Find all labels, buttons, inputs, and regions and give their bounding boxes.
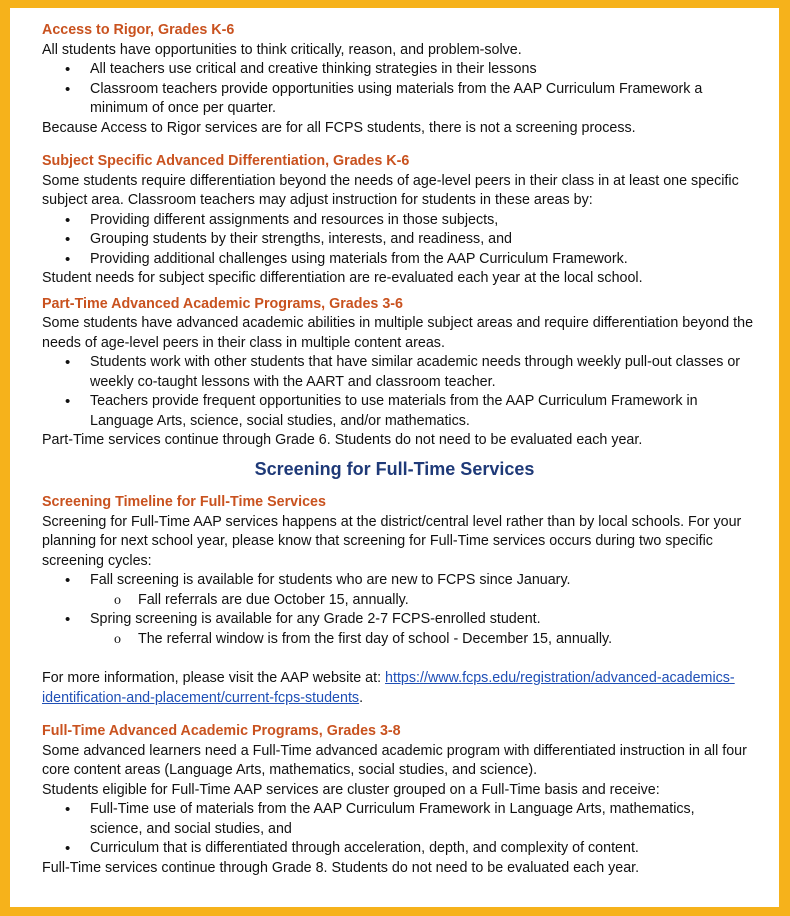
section-heading: Access to Rigor, Grades K-6 — [42, 22, 235, 38]
screening-title: Screening for Full-Time Services — [254, 458, 535, 479]
section-access-to-rigor — [42, 21, 779, 138]
fall-screening-text: Fall screening is available for students who are new to FCPS since January. — [90, 572, 571, 588]
bullet-list — [42, 800, 779, 859]
section-outro: Full-Time services continue through Grade 8. Students do not need to be evaluated each year. — [42, 859, 640, 876]
section-full-time — [42, 722, 779, 878]
section-intro: Some students require differentiation beyond the needs of age-level peers in their class in at least one specific subject area. Classroom teachers may adjust instruction for students in these areas by: — [42, 172, 739, 208]
list-item — [42, 610, 779, 649]
list-item: • Grouping students by their strengths, interests, and readiness, and — [42, 230, 779, 250]
list-item: • Teachers provide frequent opportunities to use materials from the AAP Curriculum Framework in Language Arts, science, social studies, and/or mathematics. — [42, 392, 779, 431]
sub-list-item: o The referral window is from the first day of school - December 15, annually. — [42, 630, 759, 650]
section-heading: Subject Specific Advanced Differentiation, Grades K-6 — [42, 153, 410, 169]
section-intro: All students have opportunities to think critically, reason, and problem-solve. — [42, 41, 522, 58]
section-outro: Student needs for subject specific differentiation are re-evaluated each year at the local school. — [42, 270, 643, 286]
section-heading: Part-Time Advanced Academic Programs, Grades 3-6 — [42, 295, 404, 312]
more-info-end: . — [359, 689, 364, 706]
bullet-list — [42, 353, 779, 431]
list-item: • All teachers use critical and creative thinking strategies in their lessons — [42, 60, 779, 80]
list-item: • Students work with other students that have similar academic needs through weekly pull-out classes or weekly co-taught lessons with the AART and classroom teacher. — [42, 353, 779, 392]
section-outro: Because Access to Rigor services are for all FCPS students, there is not a screening process. — [42, 119, 636, 136]
list-item — [42, 571, 779, 610]
section-screening-timeline — [42, 493, 779, 708]
document-page — [10, 8, 779, 907]
section-heading: Full-Time Advanced Academic Programs, Grades 3-8 — [42, 723, 401, 739]
section-intro: Some advanced learners need a Full-Time advanced academic program with differentiated instruction in all four core content areas (Language Arts, mathematics, social studies, and science). — [42, 742, 747, 778]
list-item: • Providing additional challenges using materials from the AAP Curriculum Framework. — [42, 250, 779, 270]
aap-website-link[interactable]: https://www.fcps.edu/registration/advanced-academics-identification-and-placement/current-fcps-students — [42, 670, 735, 706]
bullet-list — [42, 211, 779, 270]
section-intro: Some students have advanced academic abilities in multiple subject areas and require differentiation beyond the needs of age-level peers in their class in multiple content areas. — [42, 315, 754, 351]
more-info-paragraph — [42, 669, 779, 708]
list-item: • Classroom teachers provide opportunities using materials from the AAP Curriculum Framework a minimum of once per quarter. — [42, 80, 779, 119]
list-item: • Curriculum that is differentiated through acceleration, depth, and complexity of content. — [42, 839, 779, 859]
section-part-time — [42, 295, 779, 451]
section-intro: Screening for Full-Time AAP services happens at the district/central level rather than by local schools. For your planning for next school year, please know that screening for Full-Time services occurs during two specific screening cycles: — [42, 513, 742, 569]
section-subject-specific — [42, 152, 779, 289]
sub-list — [42, 591, 759, 611]
list-item: • Full-Time use of materials from the AAP Curriculum Framework in Language Arts, mathematics, science, and social studies, and — [42, 800, 779, 839]
spring-screening-text: Spring screening is available for any Grade 2-7 FCPS-enrolled student. — [90, 611, 541, 627]
section-heading: Screening Timeline for Full-Time Services — [42, 494, 326, 510]
section-intro-2: Students eligible for Full-Time AAP services are cluster grouped on a Full-Time basis and receive: — [42, 781, 660, 798]
bullet-list — [42, 571, 779, 649]
more-info-text: For more information, please visit the AAP website at: — [42, 670, 386, 686]
bullet-list — [42, 60, 779, 119]
sub-list — [42, 630, 759, 650]
list-item: • Providing different assignments and resources in those subjects, — [42, 211, 779, 231]
section-outro: Part-Time services continue through Grade 6. Students do not need to be evaluated each year. — [42, 432, 643, 448]
sub-list-item: o Fall referrals are due October 15, annually. — [42, 591, 759, 611]
